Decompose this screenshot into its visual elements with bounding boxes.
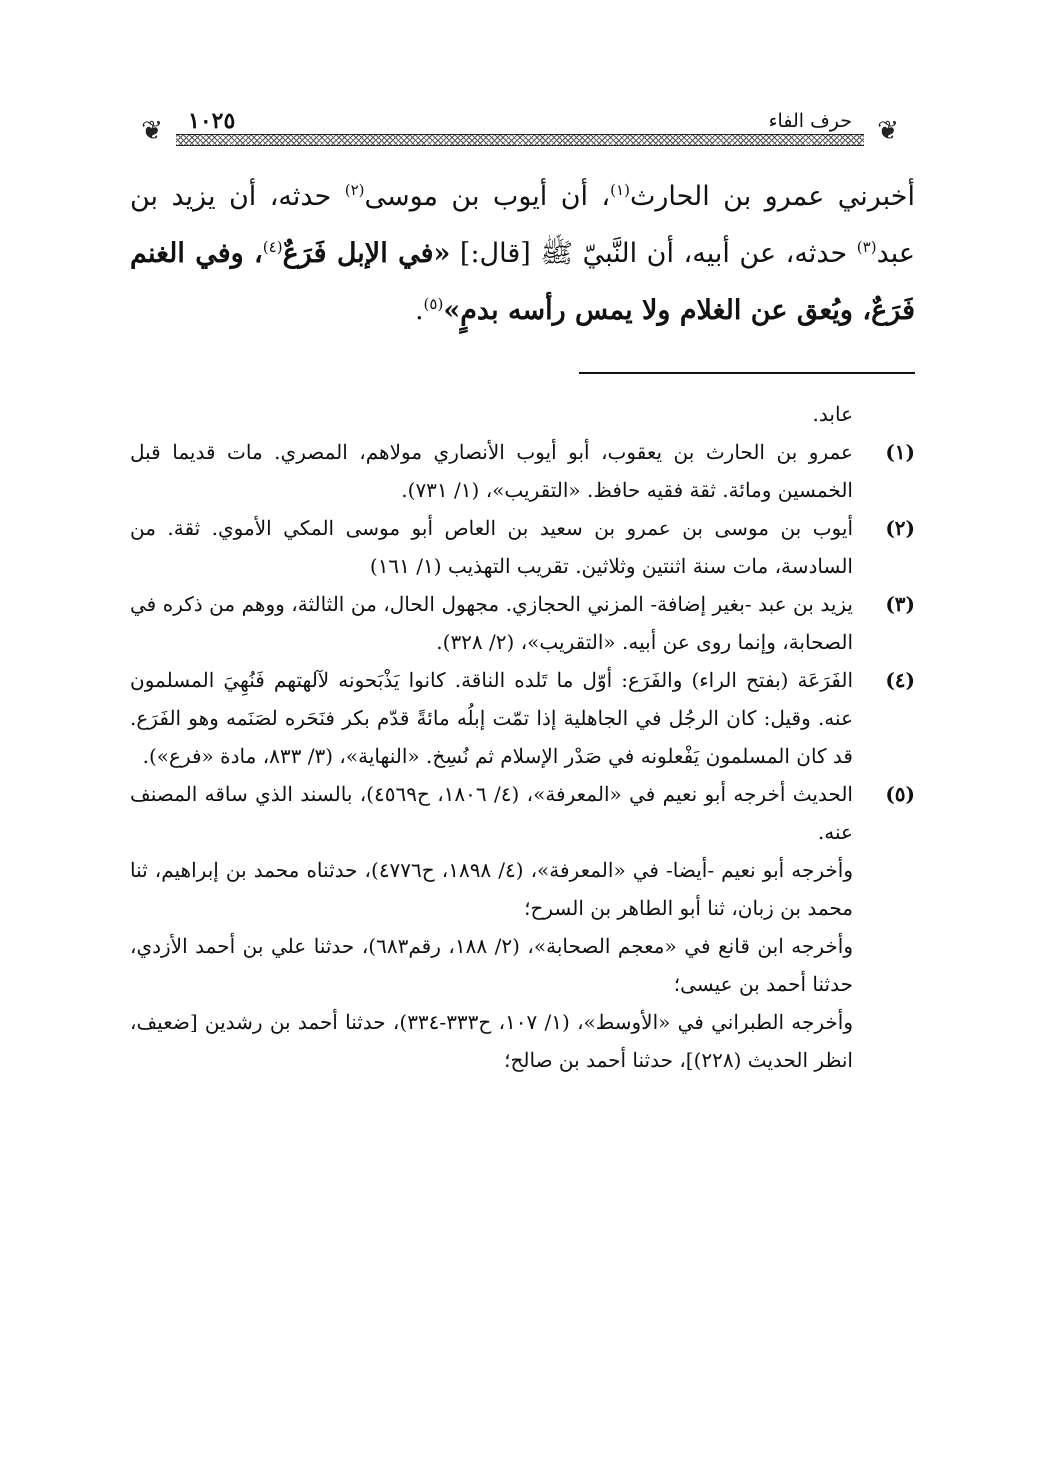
hadith-paragraph [130, 168, 915, 339]
hadith-matn-2: ، وفي الغنم فَرَعٌ، ويُعق عن الغلام ولا يمس رأسه بدمٍ» [130, 238, 915, 326]
footnote-text: يزيد بن عبد -بغير إضافة- المزني الحجازي. مجهول الحال، من الثالثة، ووهم من ذكره في الصحابة، وإنما روى عن أبيه. «التقريب»، (٢/ ٣٢٨). [130, 592, 853, 654]
hadith-chain-3: حدثه، أن يزيد بن عبد [130, 181, 915, 269]
footnote-number: (١) [885, 440, 915, 464]
footnote-number: (٥) [885, 782, 915, 806]
footnote-number: (٤) [885, 668, 915, 692]
hadith-chain-4: حدثه، عن أبيه، أن النَّبيّ ﷺ [قال:] [450, 238, 857, 269]
hadith-text [130, 168, 915, 339]
footnote-carryover: عابد. [812, 402, 853, 426]
hadith-chain-2: ، أن أيوب بن موسى [364, 181, 611, 212]
footnotes [130, 395, 915, 1079]
footnote-ref-3[interactable]: (٣) [856, 238, 877, 256]
running-title: حرف الفاء [768, 110, 852, 132]
footnote-text: الفَرَعَة (بفتح الراء) والفَرَع: أوّل ما تَلده الناقة. كانوا يَذْبَحونه لآلهتهم فَنُهِيَ المسلمون عنه. وقيل: كان الرجُل في الجاهلية إذا تمّت إبلُه مائةً قدّم بكر فنَحَره لصَنَمه وهو الفَرَع. قد كان المسلمون يَفْعلونه في صَدْر الإسلام ثم نُسِخ. «النهاية»، (٣/ ٨٣٣، مادة «فرع»). [130, 668, 853, 768]
right-floral-ornament-icon: ❦ [877, 116, 899, 146]
footnote-divider [579, 372, 915, 374]
footnote-5-continuation-3: وأخرجه الطبراني في «الأوسط»، (١/ ١٠٧، ح٣٣٣-٣٣٤)، حدثنا أحمد بن رشدين [ضعيف، انظر الحديث (٢٢٨)]، حدثنا أحمد بن صالح؛ [130, 1010, 853, 1072]
footnote-ref-2[interactable]: (٢) [344, 181, 365, 199]
footnote-number: (٢) [885, 516, 915, 540]
footnote-3 [130, 585, 915, 661]
footnote-ref-4[interactable]: (٤) [262, 238, 283, 256]
footnote-5 [130, 775, 915, 851]
footnote-ref-5[interactable]: (٥) [423, 295, 444, 313]
footnote-text: عمرو بن الحارث بن يعقوب، أبو أيوب الأنصاري مولاهم، المصري. مات قديما قبل الخمسين ومائة. ثقة فقيه حافظ. «التقريب»، (١/ ٧٣١). [130, 440, 853, 502]
hadith-chain-start: أخبرني عمرو بن الحارث [629, 181, 915, 212]
footnote-number: (٣) [885, 592, 915, 616]
page-header [128, 100, 912, 152]
footnote-ref-1[interactable]: (١) [610, 181, 630, 199]
footnote-1 [130, 433, 915, 509]
footnote-4 [130, 661, 915, 775]
page-number: ١٠٢٥ [188, 108, 236, 134]
footnote-5-continuation-1: وأخرجه أبو نعيم -أيضا- في «المعرفة»، (٤/ ١٨٩٨، ح٤٧٧٦)، حدثناه محمد بن إبراهيم، ثنا محمد بن زبان، ثنا أبو الطاهر بن السرح؛ [130, 858, 853, 920]
footnote-text: الحديث أخرجه أبو نعيم في «المعرفة»، (٤/ ١٨٠٦، ح٤٥٦٩)، بالسند الذي ساقه المصنف عنه. [130, 782, 853, 844]
left-floral-ornament-icon: ❦ [141, 116, 163, 146]
hadith-end-period: . [414, 295, 424, 326]
hadith-matn-1: «في الإبل فَرَعٌ [282, 238, 451, 269]
header-ornament-band [176, 134, 864, 146]
footnote-text: أيوب بن موسى بن عمرو بن سعيد بن العاص أبو موسى المكي الأموي. ثقة. من السادسة، مات سنة اثنتين وثلاثين. تقريب التهذيب (١/ ١٦١) [130, 516, 853, 578]
footnote-2 [130, 509, 915, 585]
footnote-5-continuation-2: وأخرجه ابن قانع في «معجم الصحابة»، (٢/ ١٨٨، رقم٦٨٣)، حدثنا علي بن أحمد الأزدي، حدثنا أحمد بن عيسى؛ [130, 934, 853, 996]
